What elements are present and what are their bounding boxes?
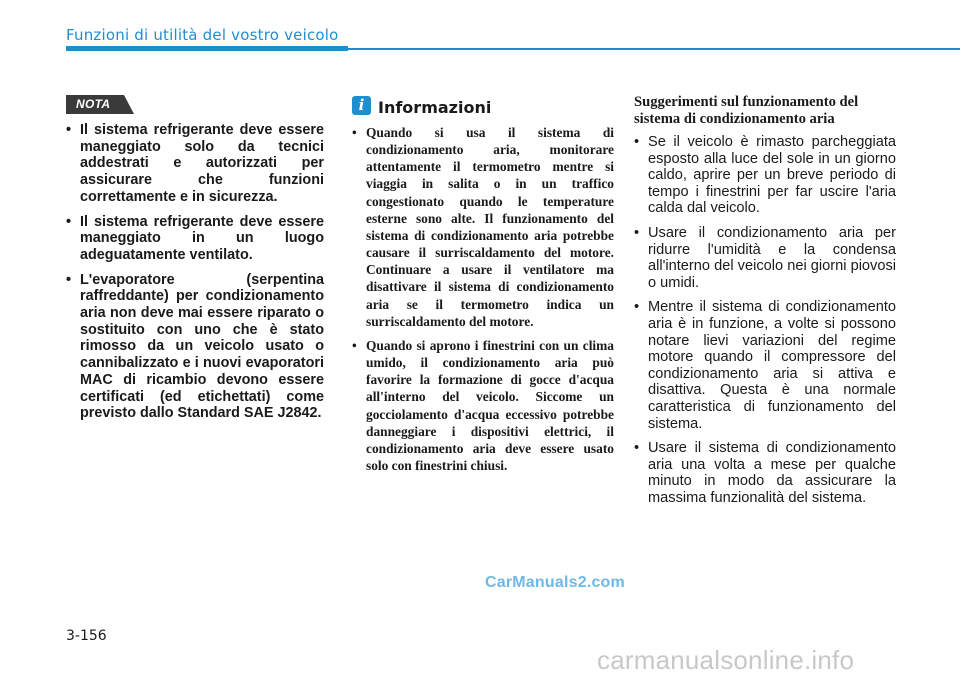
- header-rule-thin: [348, 48, 960, 50]
- tips-list: [634, 134, 896, 514]
- tips-item: • Se il veicolo è rimasto parcheggiata esposto alla luce del sole in un giorno caldo, aprire per un breve periodo di tempo i finestrini per far uscire l'aria calda dal veicolo.: [634, 134, 896, 217]
- tips-item: • Mentre il sistema di condizionamento aria è in funzione, a volte si possono notare lievi variazioni del regime motore quando il compressore del condizionamento aria si attiva e disattiva. Questa è una normale caratteristica di funzionamento del sistema.: [634, 299, 896, 432]
- info-icon: i: [352, 96, 371, 115]
- nota-item: • L'evaporatore (serpentina raffreddante) per condizionamento aria non deve mai essere riparato o sostituito con uno che è stato rimosso da un veicolo usato o cannibalizzato e i nuovi evaporatori MAC di ricambio devono essere certificati (ed etichettati) come previsto dallo Standard SAE J2842.: [66, 272, 324, 422]
- tips-item: • Usare il condizionamento aria per ridurre l'umidità e la condensa all'interno del veicolo nei giorni piovosi o umidi.: [634, 225, 896, 291]
- nota-badge: [66, 95, 134, 114]
- page-number: 3-156: [66, 628, 107, 644]
- nota-list: [66, 122, 324, 430]
- section-title: Funzioni di utilità del vostro veicolo: [66, 26, 339, 44]
- tips-item: • Usare il sistema di condizionamento aria una volta a mese per qualche minuto in modo da assicurare la massima funzionalità del sistema.: [634, 440, 896, 506]
- nota-item: • Il sistema refrigerante deve essere maneggiato in un luogo adeguatamente ventilato.: [66, 214, 324, 264]
- info-list: [352, 124, 614, 481]
- info-item: • Quando si aprono i finestrini con un clima umido, il condizionamento aria può favorire la formazione di gocce d'acqua all'interno del veicolo. Siccome un gocciolamento d'acqua eccessivo potrebbe danneggiare i dispositivi elettrici, il condizionamento aria deve essere usato solo con finestrini chiusi.: [352, 337, 614, 474]
- nota-item: • Il sistema refrigerante deve essere maneggiato solo da tecnici addestrati e autorizzati per assicurare che funzioni correttamente e in sicurezza.: [66, 122, 324, 206]
- tips-title: Suggerimenti sul funzionamento del sistema di condizionamento aria: [634, 94, 859, 127]
- info-title: Informazioni: [378, 98, 492, 117]
- nota-badge-label: NOTA: [76, 97, 111, 111]
- watermark-carmanualsonline: carmanualsonline.info: [597, 645, 855, 675]
- header-rule-thick: [66, 46, 348, 51]
- info-item: • Quando si usa il sistema di condizionamento aria, monitorare attentamente il termometro mentre si viaggia in salita o in un traffico congestionato quando le temperature esterne sono alte. Il funzionamento del sistema di condizionamento aria potrebbe causare il surriscaldamento del motore. Continuare a usare il ventilatore ma disattivare il sistema di condizionamento aria se il termometro indica un surriscaldamento del motore.: [352, 124, 614, 330]
- watermark-carmanuals2: CarManuals2.com: [485, 574, 625, 591]
